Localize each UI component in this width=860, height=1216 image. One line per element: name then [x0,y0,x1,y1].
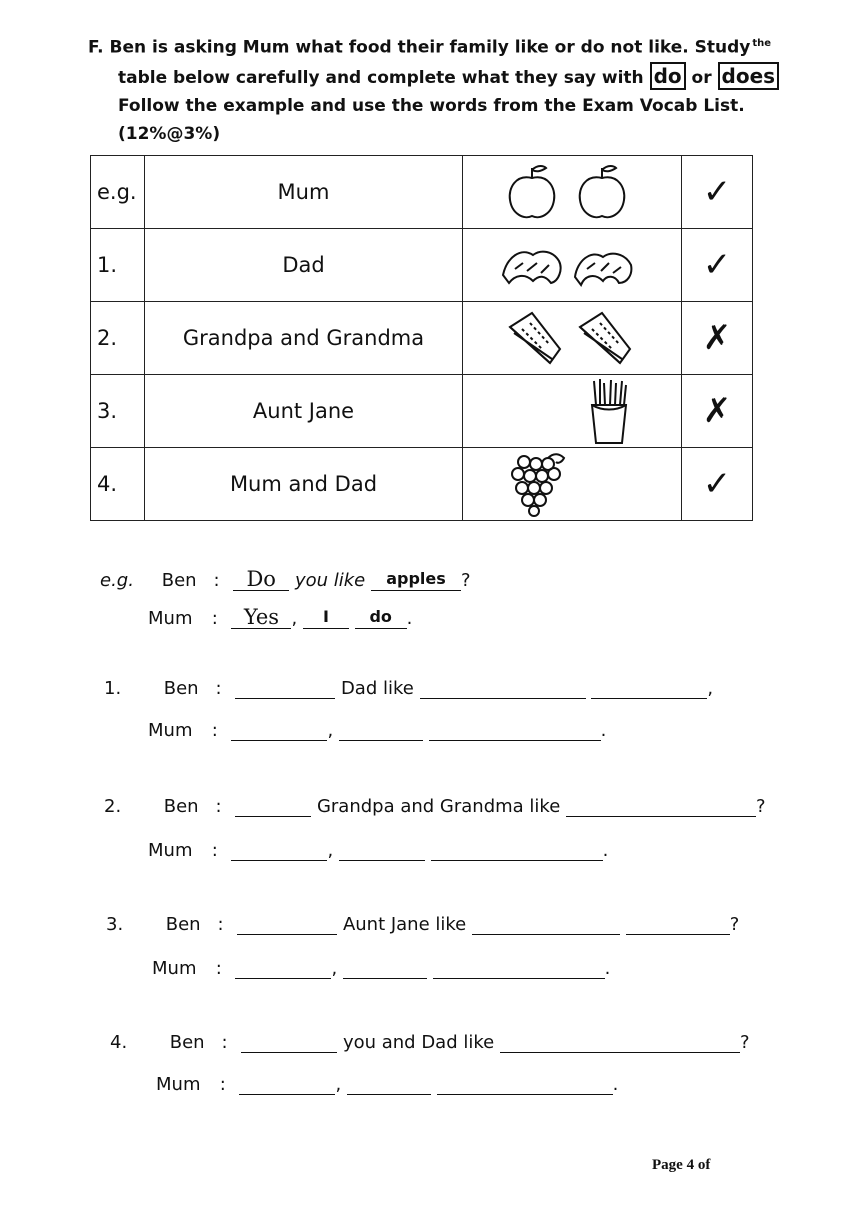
comma: , [291,608,298,629]
answer-blank[interactable] [241,1052,337,1053]
person-name: Mum [145,156,463,229]
answer-blank[interactable] [566,816,756,817]
answer-blank: Do [233,568,289,591]
answer-blank[interactable] [347,1094,431,1095]
speaker-ben: Ben [163,796,199,817]
q4-mum-line [156,1074,618,1095]
answer-blank[interactable] [235,698,335,699]
speaker-mum: Mum [148,608,193,629]
row-number: 3. [91,375,145,448]
sandwiches-icon [463,302,682,375]
comma: , [327,840,334,861]
table-row [91,375,753,448]
comma: , [335,1074,342,1095]
like-mark: ✓ [682,229,753,302]
answer-blank: Yes [231,606,291,629]
answer-blank: do [355,606,407,629]
colon: : [211,720,218,741]
answer-blank[interactable] [431,860,603,861]
person-name: Dad [145,229,463,302]
q1-mum-line [148,720,606,741]
colon: : [215,958,222,979]
period: . [406,608,413,629]
answer-blank[interactable] [339,860,425,861]
colon: : [215,796,222,817]
answer-blank[interactable] [339,740,423,741]
speaker-ben: Ben [165,914,201,935]
answer-blank[interactable] [591,698,707,699]
q2-ben-line [104,796,766,817]
answer-blank[interactable] [437,1094,613,1095]
row-number: e.g. [91,156,145,229]
question-text: you and Dad like [342,1032,495,1053]
grapes-icon [463,448,682,521]
speaker-mum: Mum [148,720,193,741]
section-letter: F. [88,37,104,58]
row-number: 4. [91,448,145,521]
like-mark: ✓ [682,156,753,229]
example-mum-line [148,606,412,629]
person-name: Mum and Dad [145,448,463,521]
speaker-ben: Ben [169,1032,205,1053]
answer-blank[interactable] [235,978,331,979]
colon: : [217,914,224,935]
table-row [91,302,753,375]
period: . [600,720,607,741]
question-text: you like [294,570,366,591]
question-number: 4. [110,1032,128,1053]
colon: : [219,1074,226,1095]
colon: : [215,678,222,699]
dislike-mark: ✗ [682,375,753,448]
period: . [602,840,609,861]
answer-blank[interactable] [235,816,311,817]
answer-blank[interactable] [231,740,327,741]
instruction-line-1: Ben is asking Mum what food their family like or do not like. Study [109,37,751,58]
answer-blank[interactable] [433,978,605,979]
instruction-line-3: Follow the example and use the words from the Exam Vocab List. [118,95,745,116]
colon: : [221,1032,228,1053]
end-punctuation: ? [739,1032,750,1053]
period: . [604,958,611,979]
page-number: Page 4 of [652,1157,711,1173]
answer-blank[interactable] [429,740,601,741]
question-number: 1. [104,678,122,699]
question-number: 2. [104,796,122,817]
boxed-word-do: do [650,62,686,90]
q3-ben-line [106,914,739,935]
question-number: e.g. [100,570,134,591]
chips-icon [463,375,682,448]
q2-mum-line [148,840,608,861]
chicken-wings-icon [463,229,682,302]
question-mark: ? [460,570,471,591]
speaker-mum: Mum [152,958,197,979]
instruction-or: or [691,67,712,88]
q3-mum-line [152,958,610,979]
person-name: Grandpa and Grandma [145,302,463,375]
comma: , [331,958,338,979]
answer-blank[interactable] [237,934,337,935]
answer-blank[interactable] [343,978,427,979]
food-preference-table [90,155,753,521]
q4-ben-line [110,1032,750,1053]
comma: , [327,720,334,741]
end-punctuation: , [707,678,714,699]
speaker-ben: Ben [163,678,199,699]
answer-blank[interactable] [626,934,730,935]
colon: : [211,840,218,861]
marks-allocation: (12%@3%) [118,123,221,144]
example-ben-line [100,568,471,591]
question-number: 3. [106,914,124,935]
apples-icon [463,156,682,229]
speaker-mum: Mum [156,1074,201,1095]
speaker-ben: Ben [161,570,197,591]
q1-ben-line [104,678,713,699]
table-row [91,229,753,302]
instruction-line-2: table below carefully and complete what they say with [118,67,644,88]
end-punctuation: ? [756,796,766,817]
period: . [612,1074,619,1095]
question-text: Dad like [340,678,414,699]
answer-blank: apples [371,568,461,591]
table-row [91,448,753,521]
answer-blank[interactable] [472,934,620,935]
answer-blank[interactable] [500,1052,740,1053]
colon: : [213,570,220,591]
answer-blank[interactable] [239,1094,335,1095]
instruction-line-1-tail: the [752,38,772,49]
answer-blank[interactable] [420,698,586,699]
instructions [88,30,776,148]
answer-blank: I [303,606,349,629]
dislike-mark: ✗ [682,302,753,375]
speaker-mum: Mum [148,840,193,861]
person-name: Aunt Jane [145,375,463,448]
end-punctuation: ? [729,914,740,935]
row-number: 1. [91,229,145,302]
answer-blank[interactable] [231,860,327,861]
question-text: Grandpa and Grandma like [316,796,561,817]
like-mark: ✓ [682,448,753,521]
boxed-word-does: does [718,62,780,90]
question-text: Aunt Jane like [342,914,467,935]
table-row [91,156,753,229]
colon: : [211,608,218,629]
row-number: 2. [91,302,145,375]
